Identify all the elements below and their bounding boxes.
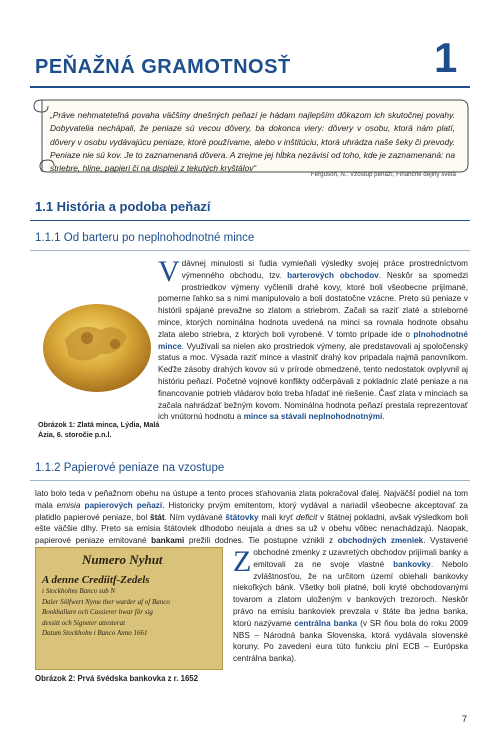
quote-text: „Práve nehmateteľná povaha väčšiny dnešných peňazí je hádam najlepším dôkazom ich skutočnej povahy. Dobyvatelia nechápali, že peniaze sú vecou dôvery, ba dokonca viery: dôvery v osobu, ktorá nám platí, dôvery v osobu vydávajúcu peniaze, ktoré používame, alebo v inštitúciu, ktorá uhrádza naše šeky či prevody. Peniaze nie sú kov. Je to zaznamenaná dôvera. A zrejme jej hĺbka nezávisí od toho, kde je zaznamenaná: na striebre, hline, papieri či na displeji z tekutých kryštálov“: [50, 110, 455, 174]
chapter-number: 1: [434, 34, 458, 81]
figure-caption-1: Obrázok 1: Zlatá minca, Lýdia, Malá Ázia, 6. storočie p.n.l.: [38, 420, 160, 439]
subsection-rule: [30, 250, 470, 251]
subsection-rule: [30, 480, 470, 481]
section-rule: [30, 220, 470, 221]
paragraph-barter: Vdávnej minulosti si ľudia vymieňali výsledky svojej práce prostredníctvom výmenného obchodu, tzv. barterových obchodov. Neskôr sa spomedzi prostriedkov výmeny vyčlenili drahé kovy, ktoré boli všeobecne prijímané, pomerne ľahko sa s nimi manipulovalo a boli dostatočne vzácne. Preto sú peniaze v histórii spájané prevažne so zlatom a striebrom. Začali sa raziť zlaté a strieborné mince, ktorých nominálna hodnota uvedená na minci sa rovnala hodnote obsahu zlata alebo striebra, z ktorých boli vyrobené. V tomto prípade ide o plnohodnotné mince. Využívali sa nielen ako prostriedok výmeny, ale predstavovali aj spoločenský status a moc. Výsada raziť mince a vlastniť drahý kov pripadala najmä panovníkom. Keďže zásoby drahých kovov sú v prírode obmedzené, tento nedostatok ovplyvnil aj históriu peňazí. Početné vojnové konflikty odčerpávali z pokladníc zlaté peniaze a na financovanie potrieb vládarov bolo treba hľadať iné riešenie. Časť zlata v minciach sa začala nahrádzať bežným kovom. Nominálna hodnota peňazí prestala reprezentovať ich vnútornú hodnotu a mince sa stávali neplnohodnotnými.: [158, 255, 468, 422]
quote-source: Ferguson, N.: Vzostup peňazí, Finančné dejiny sveta: [310, 171, 456, 178]
chapter-title: PEŇAŽNÁ GRAMOTNOSŤ: [35, 56, 291, 78]
banknote-line: Datum Stockholm i Banco Anno 1661: [42, 629, 148, 637]
banknote-header: Numero Nyhut: [82, 552, 163, 567]
banknote-line: dessitt och Signeter attesterat: [42, 618, 126, 627]
banknote-title: A denne Crediitf-Zedels: [42, 574, 150, 586]
section-heading-1-1: 1.1 História a podoba peňazí: [35, 199, 211, 214]
subsection-heading-1-1-2: 1.1.2 Papierové peniaze na vzostupe: [35, 462, 225, 474]
drop-cap: V: [158, 255, 180, 288]
banknote-line: Daler Sölfwert Nyme ther warder af of Banco: [42, 597, 170, 606]
page-number: 7: [462, 714, 468, 724]
figure-caption-2: Obrázok 2: Prvá švédska bankovka z r. 1652: [35, 674, 198, 683]
subsection-heading-1-1-1: 1.1.1 Od barteru po neplnohodnotné mince: [35, 232, 255, 244]
paragraph-paper-money: Z lato bolo teda v peňažnom obehu na ústupe a tento proces sťahovania zlata pokračoval ďalej. Najväčší podiel na tom mala emisia papierových peňazí. Historicky prvým emitentom, ktorý vydával a nariadil všeobecne akceptovať za platidlo papierové peniaze, bol štát. Ním vydávané štátovky mali kryť deficit v štátnej pokladni, avšak výsledkom boli ešte väčšie dlhy. Preto sa emisia štátoviek dlhodobo neujala a dnes sa už v obehu vôbec nenachádzajú. Naopak, papierové peniaze emitované bankami prežili dodnes. Tie postupne vznikli z obchodných zmeniek. Vystavené obchodné zmenky z uzavretých obchodov prijímali banky a emitovali za ne svoje vlastné bankovky. Nebolo zvláštnosťou, že na určitom území obiehali bankovky niekoľkých bánk. Všetky boli platné, boli kryté obchodovanými tovarom a zlatom uloženým v bankových trezoroch. Neskôr právo na emisiu bankoviek prevzala v štáte iba jedna banka, ktorú nazývame centrálna banka (v SR ňou bola do roku 2009 NBS – Národná banka Slovenska, ktorá vydávala slovenské koruny. Po zavedení eura túto funkciu plní ECB – Európska centrálna banka).: [35, 489, 469, 664]
drop-cap: Z: [233, 545, 252, 578]
title-rule: [30, 86, 470, 88]
banknote-line: Bookhallare och Cassierer hwar för sig: [42, 608, 153, 616]
banknote-line: i Stockholms Banco sub N: [42, 587, 116, 595]
